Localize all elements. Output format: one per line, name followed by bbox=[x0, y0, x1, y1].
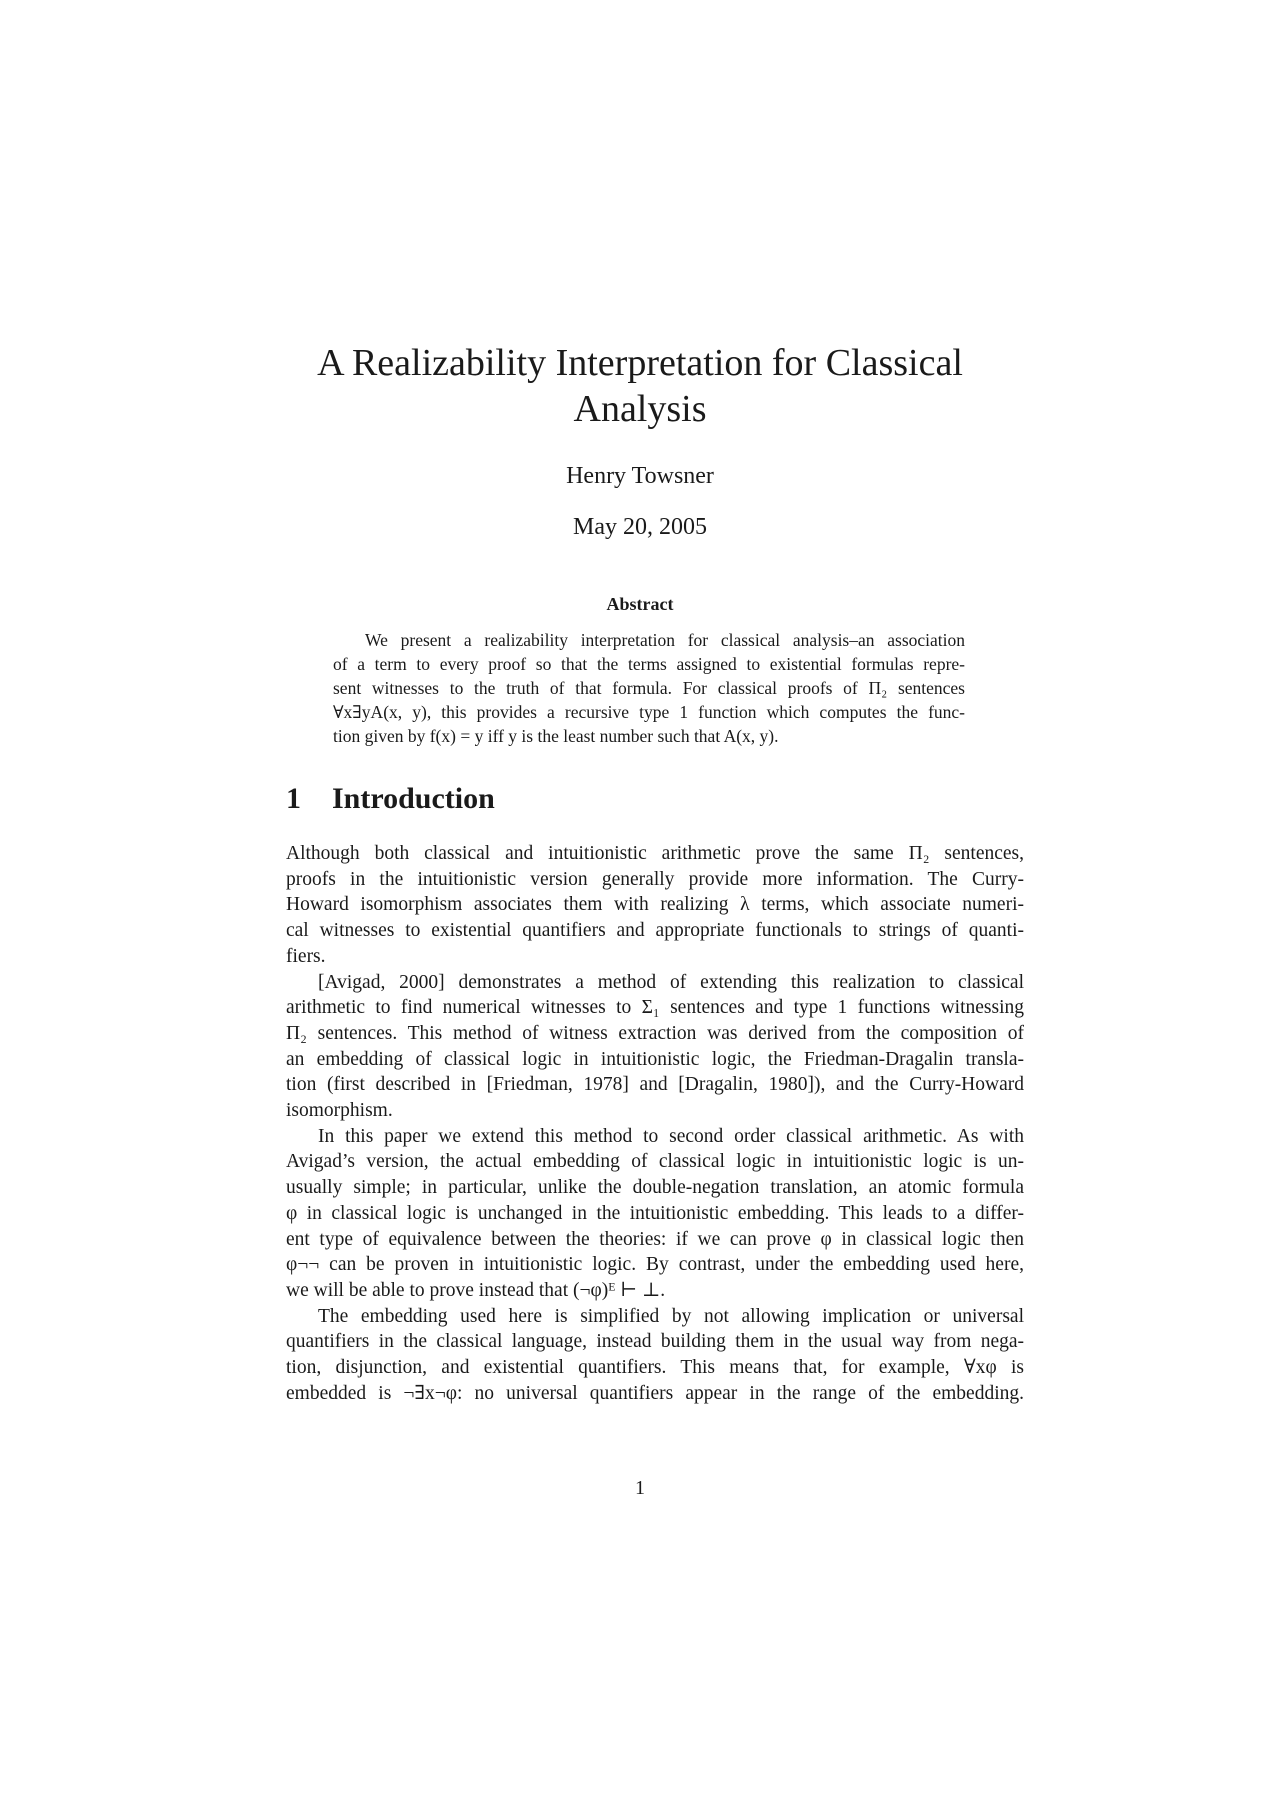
body-line: In this paper we extend this method to second order classical arithmetic. As with bbox=[318, 1125, 1024, 1147]
body-line: tion, disjunction, and existential quantifiers. This means that, for example, ∀xφ is bbox=[286, 1357, 1024, 1379]
body-line: φ in classical logic is unchanged in the intuitionistic embedding. This leads to a differ- bbox=[286, 1202, 1024, 1224]
paper-title bbox=[300, 340, 980, 432]
body-line: proofs in the intuitionistic version generally provide more information. The Curry- bbox=[286, 868, 1024, 890]
body-line: tion (first described in [Friedman, 1978] and [Dragalin, 1980]), and the Curry-Howard bbox=[286, 1074, 1024, 1096]
abstract-line: tion given by f(x) = y iff y is the least number such that A(x, y). bbox=[333, 726, 779, 746]
body-line: Avigad’s version, the actual embedding of classical logic in intuitionistic logic is un- bbox=[286, 1151, 1024, 1173]
abstract-line: ∀x∃yA(x, y), this provides a recursive type 1 function which computes the func- bbox=[333, 702, 965, 722]
section-heading bbox=[286, 782, 1006, 816]
section-title: Introduction bbox=[332, 782, 495, 815]
publication-date: May 20, 2005 bbox=[573, 514, 707, 540]
introduction-body bbox=[286, 841, 1024, 1406]
body-line: arithmetic to find numerical witnesses to Σ₁ sentences and type 1 functions witnessing bbox=[286, 997, 1024, 1019]
body-line: The embedding used here is simplified by not allowing implication or universal bbox=[318, 1305, 1024, 1327]
body-line: Although both classical and intuitionistic arithmetic prove the same Π₂ sentences, bbox=[286, 843, 1024, 864]
body-line: isomorphism. bbox=[286, 1100, 393, 1122]
abstract-line: sent witnesses to the truth of that formula. For classical proofs of Π₂ sentences bbox=[333, 678, 965, 698]
author-name: Henry Towsner bbox=[566, 463, 714, 489]
body-line: ent type of equivalence between the theories: if we can prove φ in classical logic then bbox=[286, 1228, 1024, 1250]
title-line: A Realizability Interpretation for Classical bbox=[317, 342, 963, 384]
abstract-heading: Abstract bbox=[606, 594, 674, 614]
abstract-line: We present a realizability interpretation for classical analysis–an association bbox=[365, 630, 965, 650]
body-line: fiers. bbox=[286, 945, 326, 967]
page-number: 1 bbox=[635, 1477, 645, 1499]
body-line: an embedding of classical logic in intuitionistic logic, the Friedman-Dragalin transla- bbox=[286, 1048, 1024, 1070]
title-line: Analysis bbox=[573, 388, 707, 430]
body-line: usually simple; in particular, unlike the double-negation translation, an atomic formula bbox=[286, 1177, 1024, 1199]
body-line: cal witnesses to existential quantifiers and appropriate functionals to strings of quanti- bbox=[286, 920, 1024, 942]
section-number: 1 bbox=[286, 782, 301, 815]
body-line: Π₂ sentences. This method of witness extraction was derived from the composition of bbox=[286, 1022, 1024, 1044]
body-line: φ¬¬ can be proven in intuitionistic logic. By contrast, under the embedding used here, bbox=[286, 1254, 1024, 1276]
body-line: quantifiers in the classical language, instead building them in the usual way from nega- bbox=[286, 1331, 1024, 1353]
body-line: [Avigad, 2000] demonstrates a method of extending this realization to classical bbox=[318, 971, 1024, 993]
abstract-body bbox=[333, 628, 965, 748]
body-line: Howard isomorphism associates them with realizing λ terms, which associate numeri- bbox=[286, 894, 1024, 916]
abstract-line: of a term to every proof so that the terms assigned to existential formulas repre- bbox=[333, 654, 965, 674]
body-line: embedded is ¬∃x¬φ: no universal quantifiers appear in the range of the embedding. bbox=[286, 1382, 1024, 1404]
body-line: we will be able to prove instead that (¬φ)ᴱ ⊢ ⊥. bbox=[286, 1279, 666, 1301]
